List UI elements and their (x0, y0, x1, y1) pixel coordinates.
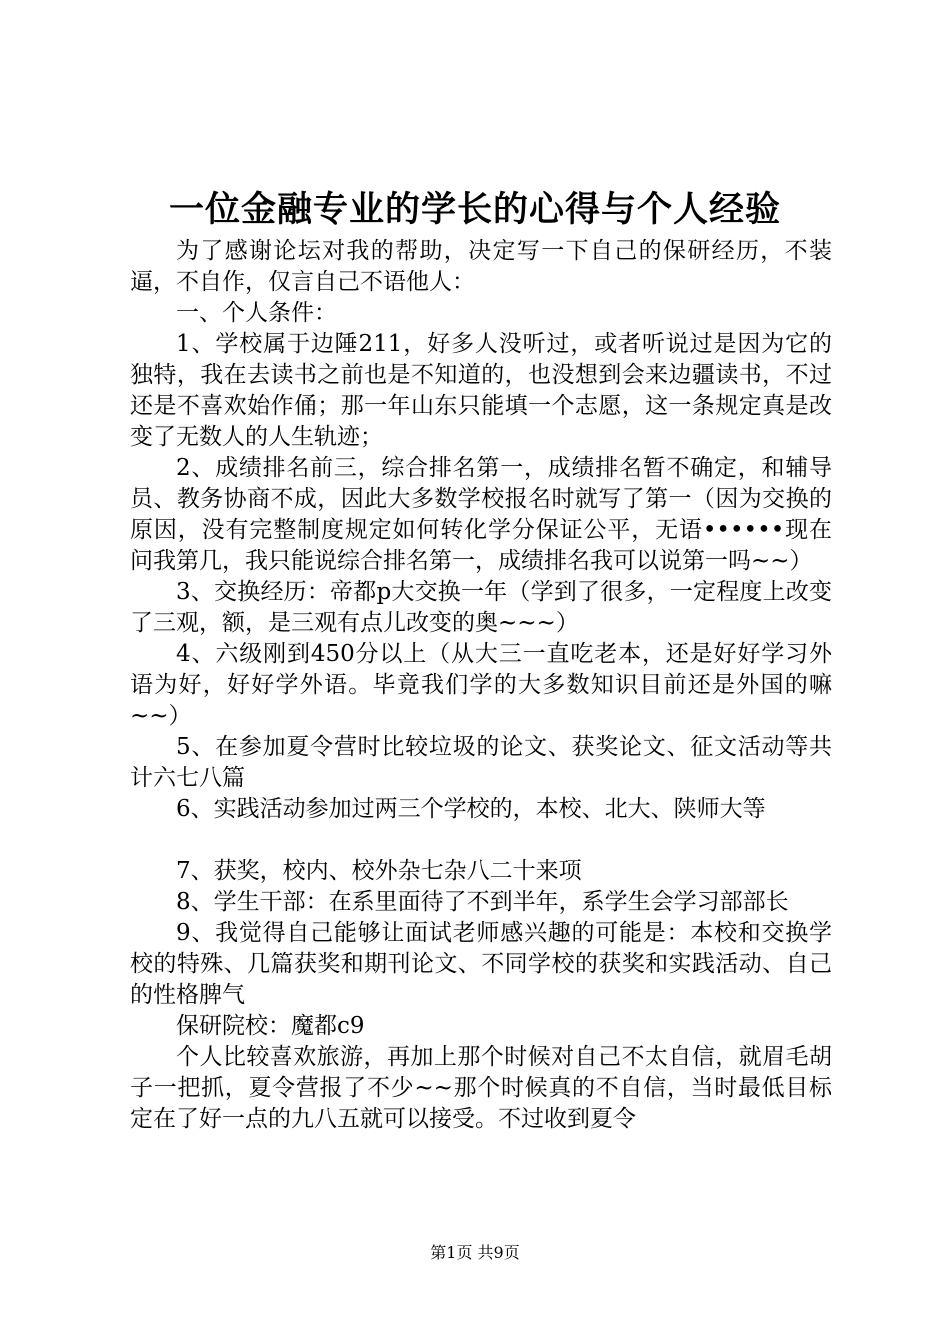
paragraph-item-5: 5、在参加夏令营时比较垃圾的论文、获奖论文、征文活动等共计六七八篇 (130, 734, 832, 791)
paragraph-target-school: 保研院校：魔都c9 (176, 1013, 365, 1039)
paragraph-item-3: 3、交换经历：帝都p大交换一年（学到了很多，一定程度上改变了三观，额，是三观有点儿改变的奥~~~） (130, 579, 832, 636)
paragraph-spacer (130, 825, 832, 856)
document-title: 一位金融专业的学长的心得与个人经验 (168, 190, 781, 230)
paragraph-item-4: 4、六级刚到450分以上（从大三一直吃老本，还是好好学习外语为好，好好学外语。毕竟我们学的大多数知识目前还是外国的嘛~~） (130, 641, 832, 729)
paragraph-item-2: 2、成绩排名前三，综合排名第一，成绩排名暂不确定，和辅导员、教务协商不成，因此大多数学校报名时就写了第一（因为交换的原因，没有完整制度规定如何转化学分保证公平，无语••••••现在问我第几，我只能说综合排名第一，成绩排名我可以说第一吗~~） (130, 455, 832, 574)
paragraph-narrative: 个人比较喜欢旅游，再加上那个时候对自己不太自信，就眉毛胡子一把抓，夏令营报了不少~~那个时候真的不自信，当时最低目标定在了好一点的九八五就可以接受。不过收到夏令 (130, 1044, 832, 1132)
paragraph-item-8: 8、学生干部：在系里面待了不到半年，系学生会学习部部长 (176, 889, 789, 915)
paragraph-item-9: 9、我觉得自己能够让面试老师感兴趣的可能是：本校和交换学校的特殊、几篇获奖和期刊论文、不同学校的获奖和实践活动、自己的性格脾气 (130, 920, 832, 1008)
document-body (130, 236, 832, 1135)
paragraph-item-6: 6、实践活动参加过两三个学校的，本校、北大、陕师大等 (176, 796, 766, 822)
paragraph-item-7: 7、获奖，校内、校外杂七杂八二十来项 (176, 858, 582, 884)
paragraph-item-1: 1、学校属于边陲211，好多人没听过，或者听说过是因为它的独特，我在去读书之前也是不知道的，也没想到会来边疆读书，不过还是不喜欢始作俑；那一年山东只能填一个志愿，这一条规定真是改变了无数人的人生轨迹； (130, 331, 832, 450)
paragraph-intro: 为了感谢论坛对我的帮助，决定写一下自己的保研经历，不装逼，不自作，仅言自己不语他人： (130, 238, 832, 295)
paragraph-section-heading: 一、个人条件： (176, 300, 337, 326)
page-number-footer: 第1页 共9页 (430, 1243, 520, 1262)
